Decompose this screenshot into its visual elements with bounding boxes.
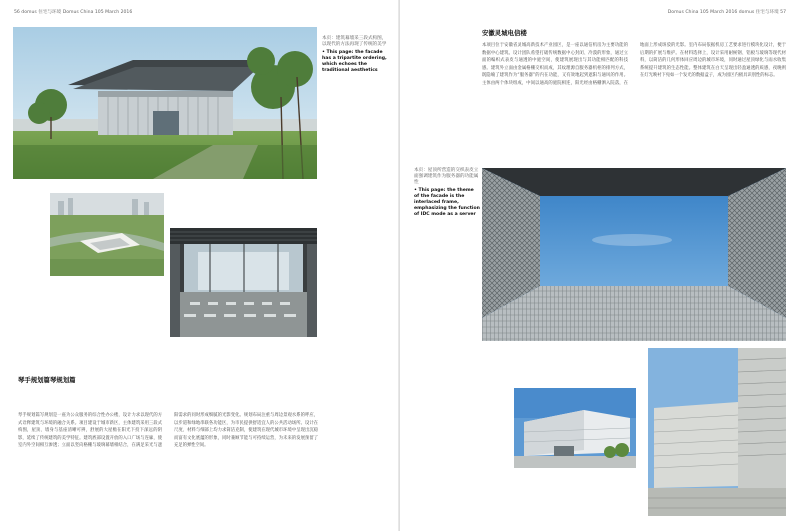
photo-aerial (50, 193, 164, 276)
left-body-text: 琴手规划篇写规划是一座为公众服务的综合性办公楼，设计力求以现代的方式诠释建筑与环境的融合关系。项目建设于城市新区，主体建筑采用三段式构图，屋顶、墙身与基座清晰可辨，舒展的大屋檐在阳光下投下深远的阴影，延续了传统建筑的美学特征。建筑底部设置开放的入口广场与连廊，使室内外空间相互渗透；立面以竖向格栅与玻璃幕墙相结合，在满足采光与遮阳需求的同时形成细腻的光影变化。规划布局注重与周边景观水系的呼应，以步道和绿地串联各功能区，为市民提供舒适宜人的公共活动场所。设计在尺度、材料与细部上均力求简洁克制，使建筑在现代城市环境中呈现出沉稳而富有文化底蕴的形象，同时兼顾节能与可持续运营，为未来的发展预留了充足的弹性空间。 (18, 413, 318, 449)
photo-exterior-white (514, 388, 636, 468)
right-body-text: 本项目位于安徽省灵城高新技术产业园区，是一座以通信机房为主要功能的数据中心建筑。设计团队希望打破传统数据中心封闭、冷漠的形象，通过立面的编织式表皮与通透的中庭空间，使建筑展现出与其功能相匹配的科技感。建筑外立面由金属格栅交织而成，其纹理源自服务器机柜的排列方式，既隐喻了建筑作为“服务器”的内在功能，又有效地起到遮阳与通风的作用。主体由两个体块组成，中间以通高的庭院相连，阳光经由格栅洒入院落，在地面上形成斑驳的光影。室内布局依据机房工艺要求进行模块化设计，便于后期的扩展与维护。在材料选择上，设计采用耐候钢、铝板与玻璃等现代材料，以简洁的几何形体回应周边的城市环境，同时通过屋顶绿化与雨水收集系统提升建筑的生态性能。整体建筑在白天呈现出轻盈通透的质感，夜晚则在灯光映衬下宛如一个发光的数据盒子，成为园区内极具识别性的标志。 (482, 43, 786, 86)
caption-interlaced (414, 168, 480, 218)
facade-main-image (13, 27, 317, 179)
courtyard-image (482, 168, 786, 341)
caption-interlaced-cn: 本页：屋顶所营造的交织表皮立面强调建筑作为服务器的功能属性 (414, 168, 479, 185)
photo-facade-main (13, 27, 317, 179)
photo-entrance (170, 228, 317, 337)
right-section-heading: 安徽灵城电信楼 (482, 29, 527, 37)
photo-exterior-tall (648, 348, 786, 516)
exterior-white-image (514, 388, 636, 468)
right-folio: Domus China 105 March 2016 domus 住宅与环境 57 (667, 10, 786, 15)
caption-facade-en: • This page: the facade has a tripartite ordering, which echoes the traditional aesthetics (322, 50, 387, 73)
caption-facade (322, 36, 390, 74)
exterior-tall-image (648, 348, 786, 516)
entrance-image (170, 228, 317, 337)
caption-interlaced-en: • This page: the theme of the facade is the interlaced frame, emphasizing the function of IDC mode as a server (414, 188, 480, 217)
caption-facade-cn: 本页：建筑幕墙采三段式构图，以现代的方法再现了传统的美学 (322, 36, 387, 47)
aerial-image (50, 193, 164, 276)
right-page (400, 0, 800, 531)
photo-courtyard (482, 168, 786, 341)
left-folio: 56 domus 住宅与环境 Domus China 105 March 2016 (14, 10, 133, 15)
left-section-heading: 琴手规划篇琴规划篇 (18, 376, 76, 384)
